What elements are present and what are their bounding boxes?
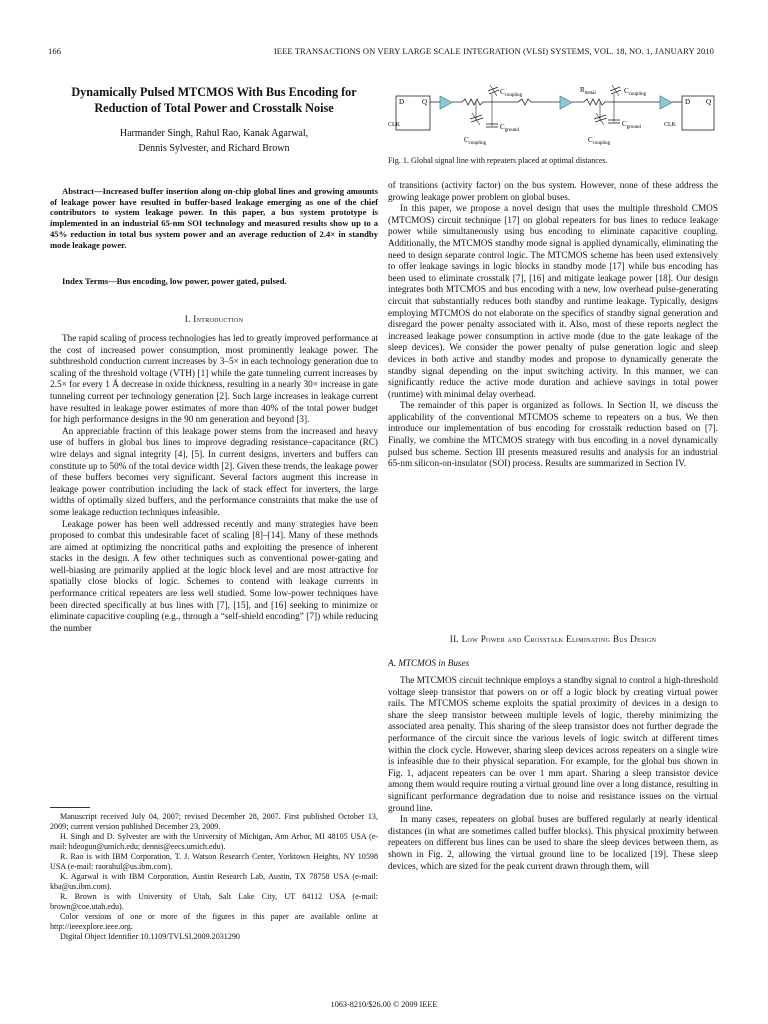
c-coupling-label: $C_{coupling}$ — [624, 87, 647, 97]
footnote: Manuscript received July 04, 2007; revised December 28, 2007. First published October 13, 2009; current version published December 23, 2009. — [50, 812, 378, 831]
footnote: R. Rao is with IBM Corporation, T. J. Watson Research Center, Yorktown Heights, NY 10598 USA (e-mail: raorahul@us.ibm.com). — [50, 852, 378, 871]
repeater-icon — [560, 96, 572, 109]
paragraph: In this paper, we propose a novel design that uses the multiple threshold CMOS (MTCMOS) circuit technique [17] on global repeaters for bus lines to reduce leakage power while simultaneously using bus encoding to eliminate capacitive coupling. Additionally, the MTCMOS standby mode signal is applied dynamically, eliminating the need to design separate control logic. The MTCMOS scheme has been used extensively to offer leakage savings in logic blocks in standby mode [17] while bus encoding has been used to eliminate crosstalk [7], [16] and mitigate leakage power [18]. Our design integrates both MTCMOS and bus encoding with a new, low overhead pulse-generating circuit that substantially reduces both standby and runtime leakage. Typically, designs employing MTCMOS do not elaborate on the specifics of standby signal generation and disregard the power penalty associated with it. Also, most of these reports neglect the increased leakage power consumption in active mode (due to the gate leakage of the sleep devices). We consider the power penalty of pulse generation logic and sleep devices in both active and standby modes and propose to dynamically generate the standby signal depending on the input switching activity. In this manner, we can significantly reduce the active mode duration and achieve savings in total power (runtime) with minimal delay overhead. — [388, 204, 718, 400]
resistor-icon — [452, 99, 492, 105]
right-column-body — [388, 181, 718, 471]
author-list — [50, 126, 378, 156]
index-terms: Index Terms—Bus encoding, low power, power gated, pulsed. — [62, 276, 287, 286]
ff-d-label: D — [685, 98, 691, 106]
paragraph: The rapid scaling of process technologies has led to greatly improved performance at the cost of increased power consumption, most prominently leakage power. The subthreshold conduction current increases by 3–5× in each technology generation due to scaling of the threshold voltage (VTH) [1] while the gate tunneling current increases by 2.5× for every 1 Å decrease in oxide thickness, resulting in a nearly 30× increase in gate tunneling current per technology generation [2]. Such large increases in leakage current have resulted in leakage power estimates of more than 40% of the total power budget for high performance designs in the 90 nm generation and beyond [3]. — [50, 334, 378, 426]
r-metal-label: $R_{metal}$ — [580, 86, 596, 96]
footnote: H. Singh and D. Sylvester are with the University of Michigan, Ann Arbor, MI 48105 USA (e-mail: hdeogun@umich.edu; dennis@eecs.umich.edu). — [50, 832, 378, 851]
ff-q-label: Q — [422, 98, 428, 106]
clk-label-right: CLK — [664, 122, 676, 128]
footnote: Color versions of one or more of the figures in this paper are available online at http://ieeexplore.ieee.org. — [50, 912, 378, 931]
footnote: Digital Object Identifier 10.1109/TVLSI.2009.2031290 — [60, 932, 240, 941]
ff-q-label: Q — [706, 98, 712, 106]
section-1-heading: I. Introduction — [184, 314, 244, 324]
authors-line-2: Dennis Sylvester, and Richard Brown — [138, 143, 290, 154]
c-ground-label: $C_{ground}$ — [500, 123, 519, 133]
section-1-body — [50, 334, 378, 635]
paragraph: Leakage power has been well addressed recently and many strategies have been proposed to combat this undesirable facet of scaling [8]–[14]. Many of these methods are aimed at optimizing the noncritical paths and exploiting the presence of inherent stacks in the design. A few other techniques such as conventional power-gating and well-biasing are primarily applied at the logic block level and are most attractive for spatially close blocks of logic. Schemes to contend with leakage currents in performance critical repeaters are less well studied. Some low-power techniques have been directed specifically at bus lines with [7], [15], and [16] seeking to minimize or eliminate capacitive coupling (e.g., through a “self-shield encoding” [7]) while reducing the number — [50, 519, 378, 634]
c-ground-label: $C_{ground}$ — [622, 120, 641, 130]
c-coupling-label-lower: $C_{coupling}$ — [588, 136, 611, 146]
footnote: K. Agarwal is with IBM Corporation, Austin Research Lab, Austin, TX 78758 USA (e-mail: kba@us.ibm.com). — [50, 872, 378, 891]
section-2-body — [388, 676, 718, 873]
footnotes — [50, 807, 378, 942]
paragraph: An appreciable fraction of this leakage power stems from the increased and heavy use of buffers in global bus lines to improve degrading resistance–capacitance (RC) wire delays and signal integrity [4], [5]. In current designs, inverters and buffers can constitute up to 50% of the total device width [2]. Given these trends, the leakage power of these buffers becomes very significant. Several factors augment this increase in leakage power contribution including the lack of stack effect for inverters, the large widths of optimally sized buffers, and the performance constraints that make the use of some leakage reduction techniques infeasible. — [50, 426, 378, 518]
page-number: 166 — [48, 46, 62, 56]
c-coupling-label: $C_{coupling}$ — [500, 88, 523, 98]
ff-d-label: D — [399, 98, 405, 106]
abstract: Abstract—Increased buffer insertion along on-chip global lines and growing amounts of leakage power have resulted in buffer-based leakage emerging as one of the chief contributors to system leakage power. In this paper, a bus system prototype is implemented in an industrial 65-nm SOI technology and measured results show up to a 45% reduction in total bus system power and an average reduction of 2.4× in standby mode leakage power. — [50, 186, 378, 250]
repeater-icon — [440, 96, 452, 109]
clk-label-left: CLK — [388, 122, 400, 128]
resistor-icon — [572, 99, 614, 105]
journal-header: IEEE TRANSACTIONS ON VERY LARGE SCALE INTEGRATION (VLSI) SYSTEMS, VOL. 18, NO. 1, JANUARY 2010 — [273, 46, 714, 56]
paragraph: The remainder of this paper is organized as follows. In Section II, we discuss the applicability of the conventional MTCMOS scheme to repeaters on a bus. We then introduce our implementation of bus encoding for crosstalk reduction based on [7]. Finally, we combine the MTCMOS strategy with bus encoding in a novel dynamically pulsed bus scheme. Section III presents measured results and analysis for an industrial 65-nm silicon-on-insulator (SOI) process. Results are summarized in Section IV. — [388, 401, 718, 470]
figure-1 — [388, 82, 718, 154]
paragraph: In many cases, repeaters on global buses are buffered regularly at nearly identical distances (in what are sometimes called buffer blocks). This physical proximity between repeaters on different bus lines can be used to share the sleep devices between them, as shown in Fig. 2, allowing the virtual ground line to be localized [19]. These sleep devices, which are sized for the peak current drawn through them, will — [388, 815, 718, 872]
section-2-heading: II. Low Power and Crosstalk Eliminating Bus Design — [449, 634, 657, 644]
c-coupling-label-lower: $C_{coupling}$ — [464, 136, 487, 146]
figure-1-caption: Fig. 1. Global signal line with repeaters placed at optimal distances. — [388, 156, 608, 165]
copyright-footer: 1063-8210/$26.00 © 2009 IEEE — [330, 1000, 438, 1009]
subsection-heading: A. MTCMOS in Buses — [388, 658, 470, 668]
figure-1-diagram — [388, 82, 718, 154]
footnote-divider — [50, 807, 90, 808]
repeater-icon — [660, 96, 672, 109]
paragraph: The MTCMOS circuit technique employs a standby signal to control a high-threshold voltage sleep transistor that powers on or off a logic block by creating virtual power rails. The MTCMOS scheme exploits the spatial proximity of devices in a design to share the sleep transistor between multiple levels of logic, thereby minimizing the associated area penalty. This sharing of the sleep transistor does not further degrade the performance of the circuit since the various levels of logic switch at different times within the clock cycle. However, sharing sleep devices across repeaters on a single wire is infeasible due to their physical separation. For example, for the global bus shown in Fig. 1, adjacent repeaters can be over 1 mm apart. Sharing a sleep transistor device among them would require routing a virtual ground line over a long distance, resulting in significant performance degradation due to noise and resistance issues on the virtual ground line. — [388, 676, 718, 814]
footnote: R. Brown is with University of Utah, Salt Lake City, UT 84112 USA (e-mail: brown@coe.utah.edu). — [50, 892, 378, 911]
paper-title: Dynamically Pulsed MTCMOS With Bus Encoding for Reduction of Total Power and Crosstalk Noise — [71, 85, 357, 115]
authors-line-1: Harmander Singh, Rahul Rao, Kanak Agarwal, — [119, 128, 309, 139]
paragraph: of transitions (activity factor) on the bus system. However, none of these address the growing leakage power problem on global buses. — [388, 181, 718, 203]
